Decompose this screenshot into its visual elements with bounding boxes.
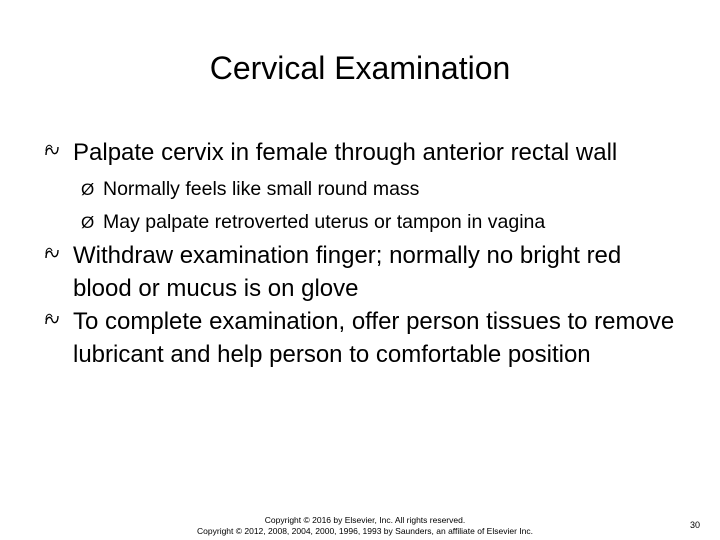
bullet-item-1 (44, 136, 684, 169)
wave-bullet-icon (44, 245, 60, 263)
bullet-list (44, 136, 684, 371)
wave-bullet-icon (44, 311, 60, 329)
arrowhead-bullet-icon: Ø (81, 213, 95, 232)
wave-bullet-icon (44, 142, 60, 160)
sub-bullet-item-1 (44, 173, 684, 206)
copyright-line-2: Copyright © 2012, 2008, 2004, 2000, 1996, 1993 by Saunders, an affiliate of Elsevier Inc. (197, 526, 533, 536)
bullet-text: Withdraw examination finger; normally no bright red blood or mucus is on glove (73, 242, 622, 302)
sub-bullet-list (44, 173, 684, 239)
bullet-item-2 (44, 239, 684, 305)
copyright-footer (160, 515, 570, 537)
sub-bullet-text: May palpate retroverted uterus or tampon in vagina (103, 211, 546, 233)
slide-title: Cervical Examination (209, 50, 511, 86)
bullet-text: Palpate cervix in female through anterior rectal wall (73, 139, 618, 166)
bullet-text: To complete examination, offer person tissues to remove lubricant and help person to comfortable position (73, 308, 675, 368)
page-number: 30 (690, 520, 701, 530)
bullet-item-3 (44, 305, 684, 371)
copyright-line-1: Copyright © 2016 by Elsevier, Inc. All rights reserved. (264, 515, 466, 525)
arrowhead-bullet-icon: Ø (81, 180, 95, 199)
sub-bullet-text: Normally feels like small round mass (103, 178, 420, 200)
sub-bullet-item-2 (44, 206, 684, 239)
